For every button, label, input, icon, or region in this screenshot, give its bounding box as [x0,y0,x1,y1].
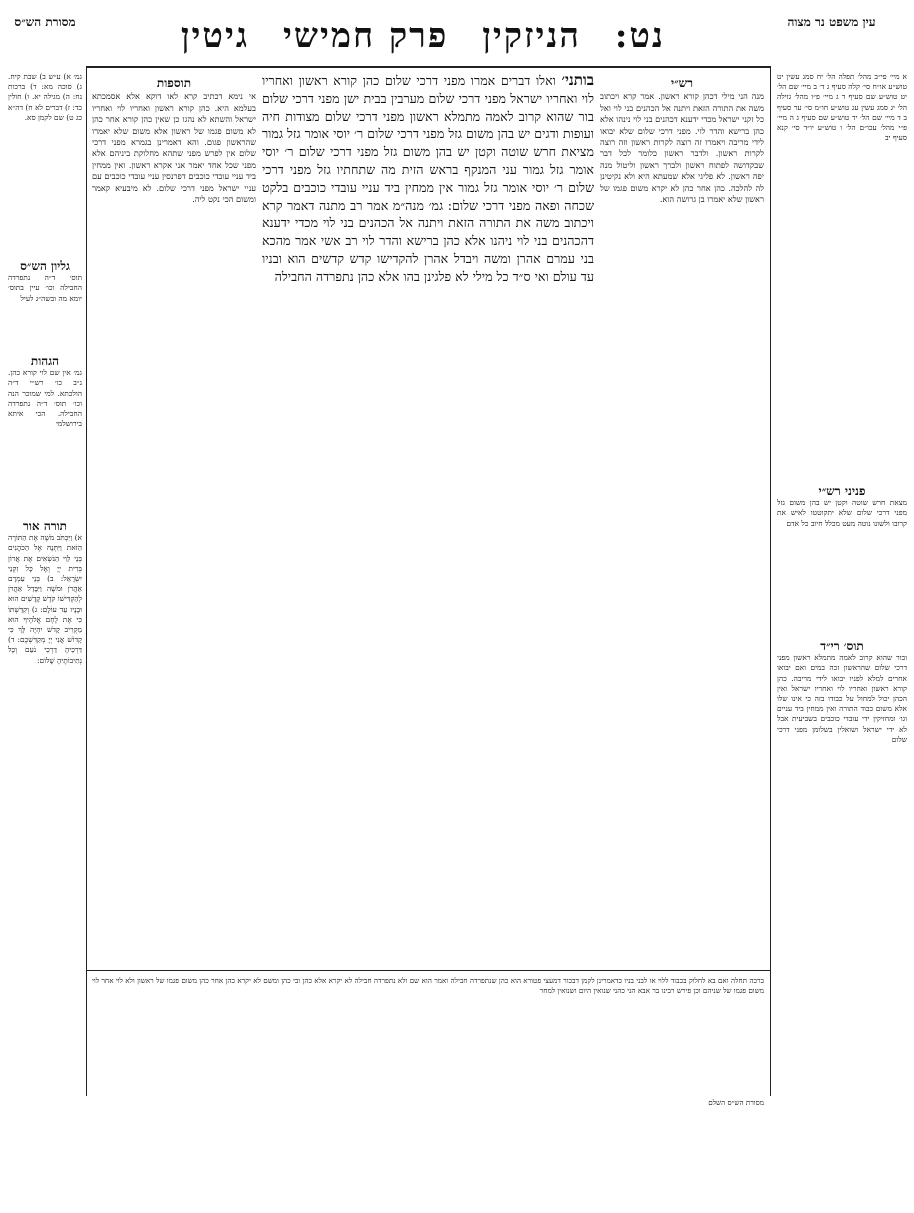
right-margin-divider [770,66,771,1096]
torah-or-title: תורה אור [22,519,68,533]
pninei-rashi-text: מצאת חרש שוטה וקטן יש בהן משום גזל מפני דרכי שלום שלא יתקוטטו לאיש את קרובו ולשונו נוטה מעט מכלל חיוב כל אדם [777,498,907,528]
rashi-column [600,72,764,957]
ein-mishpat-column [777,72,907,372]
pninei-rashi-title: פניני רש״י [818,484,866,498]
tosafot-rid-column [777,635,907,965]
hagahot-box [8,350,82,510]
torah-or-text: א) וַיִּכְתֹּב מֹשֶׁה אֶת הַתּוֹרָה הַזֹּאת וַיִּתְּנָהּ אֶל הַכֹּהֲנִים בְּנֵי לֵוִי הַנֹּשְׂאִים אֶת אֲרוֹן בְּרִית יְיָ וְאֶל כָּל זִקְנֵי יִשְׂרָאֵל: ב) בְּנֵי עַמְרָם אַהֲרֹן וּמֹשֶׁה וַיִּבָּדֵל אַהֲרֹן לְהַקְדִּישׁוֹ קֹדֶשׁ קָדָשִׁים הוּא וּבָנָיו עַד עוֹלָם: ג) וְקִדַּשְׁתּוֹ כִּי אֶת לֶחֶם אֱלֹהֶיךָ הוּא מַקְרִיב קָדֹשׁ יִהְיֶה לָּךְ כִּי קָדוֹשׁ אֲנִי יְיָ מְקַדִּשְׁכֶם: ד) דַּרְכֵיהָ דַרְכֵי נֹעַם וְכָל נְתִיבוֹתֶיהָ שָׁלוֹם: [8,533,82,665]
daf-number: נט: [614,16,665,56]
gilyon-hashas-title: גליון הש״ס [20,259,70,273]
masoret-column [8,72,82,252]
pninei-rashi-box [777,480,907,620]
tosafot-rid-text: ובור שהוא קרוב לאמה מתמלא ראשון מפני דרכי שלום שהראשון זכה במים ואם יבואו אחרים למלא לפניו יבואו לידי מריבה. כהן קורא ראשון ואחריו לוי ואחריו ישראל ואין הכהן יכול למחול על כבודו בזה כי אינו שלו אלא משום כבוד התורה ואין ממחין ביד עניים וגו׳ ומחזיקין ידי עובדי כוכבים בשביעית אבל לא ידי ישראל ושואלין בשלומן מפני דרכי שלום [777,653,907,744]
footer-text: ברכה תחלה ואם בא לחלוק בכבוד ללוי או לבני בניו כדאמרינן לקמן דבכור דמעצי פטורא הוא כהן שנתפרדה חבילה ואמר הוא שם ולא נתפרדה חבילה לא יקרא אלא כהן ובי כהן ומשם לא יקרא כהן אחר כהן משום פגמו של ראשון ולא לוי אחר לוי משום פגמו של שניהם וכן פירש רבינו בר אבא הני כהני שנואין היום ושנואין למחר [92,976,764,995]
opening-word: בותני׳ [561,72,594,89]
gemara-body: ואלו דברים אמרו מפני דרכי שלום כהן קורא ראשון ואחריו לוי ואחריו ישראל מפני דרכי שלום מערבין בבית ישן מפני דרכי שלום בור שהוא קרוב לאמה מתמלא ראשון מפני דרכי שלום מצודות חיה ועופות ודגים יש בהן משום גזל מפני דרכי שלום ר׳ יוסי אומר גזל גמור מציאת חרש שוטה וקטן יש בהן משום גזל מפני דרכי שלום ר׳ יוסי אומר גזל גמור עני המנקף בראש הזית מה שתחתיו גזל מפני דרכי שלום ר׳ יוסי אומר גזל גמור אין ממחין ביד עניי עובדי כוכבים בלקט שכחה ופאה מפני דרכי שלום: גמ׳ מנה״מ אמר רב מתנה דאמר קרא ויכתוב משה את התורה הזאת ויתנה אל הכהנים בני לוי מכדי ידענא דהכהנים בני לוי ניהנו אלא כהן ברישא והדר לוי רב אשי אמר מהכא בני עמרם אהרן ומשה ויבדל אהרן להקדישו קדש קדשים הוא ובניו עד עולם ואי ס״ד כל מילי לא פלגינן בהו אלא כהן נתפרדה החבילה [262,73,594,284]
tosafot-title: תוספות [156,76,192,90]
footer-note-text: מסורת הש״ס השלם [708,1098,764,1107]
tosafot-text: אי נימא דכתיב קרא לאו דוקא אלא אסמכתא בעלמא היא. כהן קורא ראשון ואחריו לוי ואחריו ישראל והשתא לא נהגו כן שאין כהן קורא אחר כהן לא משום פגמו של ראשון אלא משום שלא יאמרו שהראשון פגום. והא דאמרינן בגמרא מפני דרכי שלום אין לפרש מפני שתהא מחלוקת ביניהם אלא מפני שכל אחד יאמר אני אקרא ראשון. ואין ממחין ביד עניי עובדי כוכבים דפרנסין עניי עובדי כוכבים עם עניי ישראל מפני דרכי שלום. לא מיבעיא קאמר ומשום הכי נקט ליה. [92,91,256,205]
masoret-text: גמ׳ א) ע״ש ב) שבת קיח. ג) סוכה מא: ד) ברכות נח: ה) מגילה יא. ו) חולין כד: ז) דברים לא ח) דה״א כג ט) שם לקמן סא. [8,72,82,122]
header-rule [86,66,770,68]
gemara-main-text [262,72,594,962]
tosafot-rid-title: תוס׳ רי״ד [820,639,864,653]
chapter-name: הניזקין [482,16,581,56]
gilyon-hashas-text: תוס׳ ד״ה נתפרדה החבילה וכו׳ עיין בתוס׳ יומא מה ובשה״ג לעיל [8,273,82,303]
rashi-title: רש״י [670,76,694,90]
ein-mishpat-text: א מיי׳ פי״ב מהל׳ תפלה הל׳ יח סמג עשין יט טוש״ע או״ח סי׳ קלה סעיף ג ד׳ ב מיי׳ שם הל׳ יט טוש״ע שם סעיף ד ג מיי׳ פ״ו מהל׳ גזילה הל׳ יג סמג עשין עג טוש״ע חו״מ סי׳ ער סעיף ב ד מיי׳ שם הל׳ יד טוש״ע שם סעיף ג ה מיי׳ פ״י מהל׳ עכו״ם הל׳ ו טוש״ע יו״ד סי׳ קנא סעיף יב [777,72,907,143]
footer-note [92,1098,764,1112]
masoret-header [10,14,80,64]
hagahot-text: גמ׳ אין שם לוי קורא כהן. נ״ב כו׳ רש״י ד״ה הולכתא. למי שמוכר הנה וכו׳ תוס׳ ד״ה נתפרדה החבילה. הכי איתא בירושלמי [8,368,82,429]
header-title [180,14,675,58]
tractate-name: גיטין [180,16,250,56]
ein-mishpat-label: עין משפט נר מצוה [787,15,876,29]
ein-mishpat-header [759,14,904,64]
gilyon-hashas-box [8,255,82,345]
footer-commentary [92,976,764,1094]
chapter-number: פרק חמישי [282,16,449,56]
tosafot-column [92,72,256,957]
torah-or-box [8,515,82,965]
left-margin-divider [86,66,87,1096]
page-header [180,14,675,64]
footer-rule [86,970,770,971]
hagahot-title: הגהות [30,354,60,368]
masoret-label: מסורת הש״ס [14,15,76,29]
rashi-text: מנה הני מילי דכהן קורא ראשון. אמר קרא ויכתוב משה את התורה הזאת ויתנה אל הכהנים בני לוי ואל כל זקני ישראל מכדי ידענא דכהנים בני לוי נינהו אלא כהן ברישא והדר לוי. מפני דרכי שלום שלא יבואו לידי מריבה ויאמרו זה רוצה לקרות ראשון וזה רוצה לקרות ראשון. ולדבר ראשון כלומר לכל דבר שבקדושה לפתוח ראשון ולברך ראשון וליטול מנה יפה ראשון. לא פליגי אלא שמעתא היא ולא נקיטינן לה להלכה. כהן אחר כהן לא יקרא משום פגמו של ראשון שלא יאמרו בן גרושה הוא. [600,91,764,205]
